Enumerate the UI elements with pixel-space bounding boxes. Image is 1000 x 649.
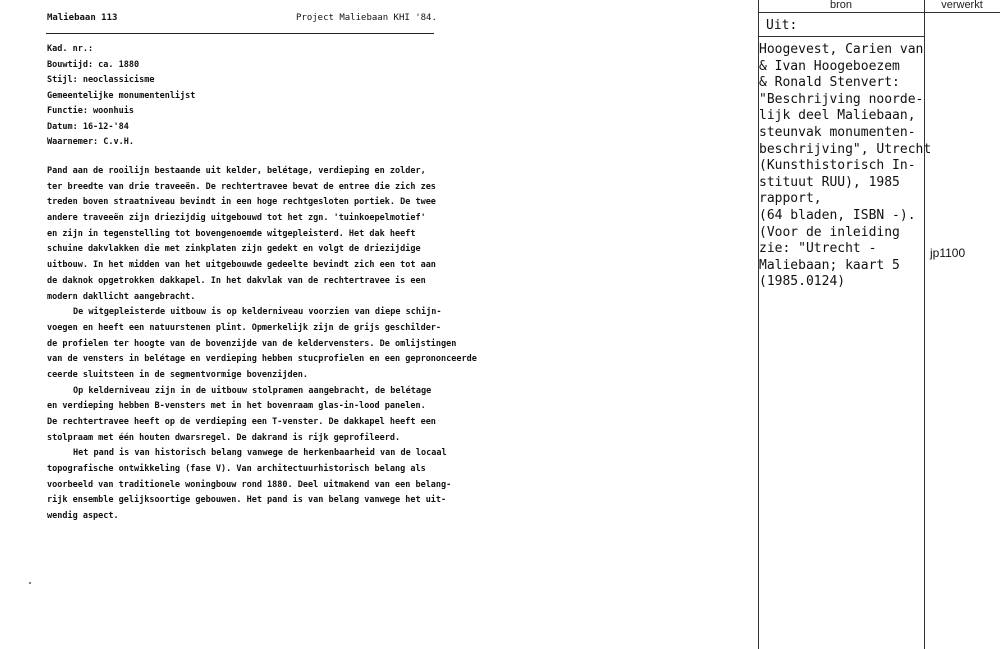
body-line: en verdieping hebben B-vensters met in het bovenraam glas-in-lood panelen. [47, 401, 426, 412]
source-line: beschrijving", Utrecht [759, 141, 932, 157]
body-line: Pand aan de rooilijn bestaande uit kelder, belétage, verdieping en zolder, [47, 166, 426, 176]
body-line: voorbeeld van traditionele woningbouw rond 1880. Deel uitmakend van een belang- [47, 479, 452, 490]
source-line: (Kunsthistorisch In- [759, 158, 916, 174]
header-address: Maliebaan 113 [47, 13, 118, 23]
body-line: en zijn in tegenstelling tot bovengenoemde witgepleisterd. Het dak heeft [47, 228, 416, 239]
body-line: wendig aspect. [47, 511, 119, 522]
header-divider [46, 33, 434, 34]
body-line: modern dakllicht aangebracht. [47, 291, 196, 302]
column-header-bron: bron [829, 0, 853, 11]
body-line: voegen en heeft een natuurstenen plint. Opmerkelijk zijn de grijs geschilder- [47, 322, 442, 333]
source-line: (64 bladen, ISBN -). [759, 207, 916, 223]
sidebar-panel [758, 0, 1000, 649]
body-line: van de vensters in belétage en verdieping hebben stucprofielen en een geprononceerde [47, 354, 477, 365]
source-line: & Ronald Stenvert: [759, 75, 900, 91]
meta-line: Bouwtijd: ca. 1880 [47, 59, 140, 70]
source-reference [759, 42, 931, 291]
body-line: rijk ensemble gelijksoortige gebouwen. Het pand is van belang vanwege het uit- [47, 495, 447, 506]
source-line: steunvak monumenten- [759, 124, 916, 140]
meta-line: Functie: woonhuis [47, 106, 134, 116]
source-line: rapport, [759, 191, 822, 207]
column-header-verwerkt: verwerkt [941, 0, 983, 11]
body-line: treden boven straatniveau bevindt in een hoge rechtgesloten portiek. De twee [47, 197, 436, 208]
body-line: ter breedte van drie traveeën. De rechtertravee bevat de entree die zich zes [47, 181, 436, 192]
header-row-divider [758, 12, 1000, 13]
body-line: uitbouw. In het midden van het uitgebouwde gedeelte bevindt zich een tot aan [47, 260, 436, 271]
source-line: Maliebaan; kaart 5 [759, 257, 900, 273]
scan-speck [29, 582, 31, 584]
source-line: (1985.0124) [759, 274, 846, 290]
verwerkt-code: jp1100 [930, 246, 966, 260]
metadata-block [47, 42, 195, 151]
body-line: andere traveeën zijn driezijdig uitgebouwd tot het zgn. 'tuinkoepelmotief' [47, 213, 426, 224]
source-line: "Beschrijving noorde- [759, 91, 924, 107]
meta-line: Waarnemer: C.v.H. [47, 137, 134, 147]
source-line: Hoogevest, Carien van [759, 42, 924, 57]
body-line: Het pand is van historisch belang vanwege de herkenbaarheid van de locaal [73, 448, 447, 459]
body-line: De witgepleisterde uitbouw is op kelderniveau voorzien van diepe schijn- [73, 307, 442, 318]
description-text [47, 164, 477, 525]
meta-line: Gemeentelijke monumentenlijst [47, 90, 196, 101]
header-project: Project Maliebaan KHI '84. [296, 13, 437, 23]
body-line: ceerde sluitsteen in de segmentvormige bovenzijden. [47, 369, 308, 380]
body-line: stolpraam met één houten dwarsregel. De dakrand is rijk geprofileerd. [47, 432, 401, 443]
source-line: (Voor de inleiding [759, 224, 900, 240]
body-line: Op kelderniveau zijn in de uitbouw stolpramen aangebracht, de belétage [73, 385, 432, 396]
meta-line: Datum: 16-12-'84 [47, 121, 129, 132]
body-line: schuine dakvlakken die met zinkplaten zijn gedekt en volgt de driezijdige [47, 244, 421, 255]
body-line: de daknok opgetrokken dakkapel. In het dakvlak van de rechtertravee is een [47, 275, 426, 286]
body-line: De rechtertravee heeft op de verdieping een T-venster. De dakkapel heeft een [47, 417, 436, 427]
body-line: topografische ontwikkeling (fase V). Van architectuurhistorisch belang als [47, 464, 426, 475]
source-line: & Ivan Hoogeboezem [759, 58, 900, 74]
uit-row-divider [758, 36, 924, 37]
meta-line: Kad. nr.: [47, 44, 94, 54]
uit-label: Uit: [766, 18, 798, 33]
source-line: stituut RUU), 1985 [759, 174, 900, 190]
source-line: lijk deel Maliebaan, [759, 108, 916, 124]
source-line: zie: "Utrecht - [759, 241, 877, 257]
meta-line: Stijl: neoclassicisme [47, 75, 155, 85]
body-line: de profielen ter hoogte van de bovenzijde van de keldervensters. De omlijstingen [47, 338, 457, 349]
